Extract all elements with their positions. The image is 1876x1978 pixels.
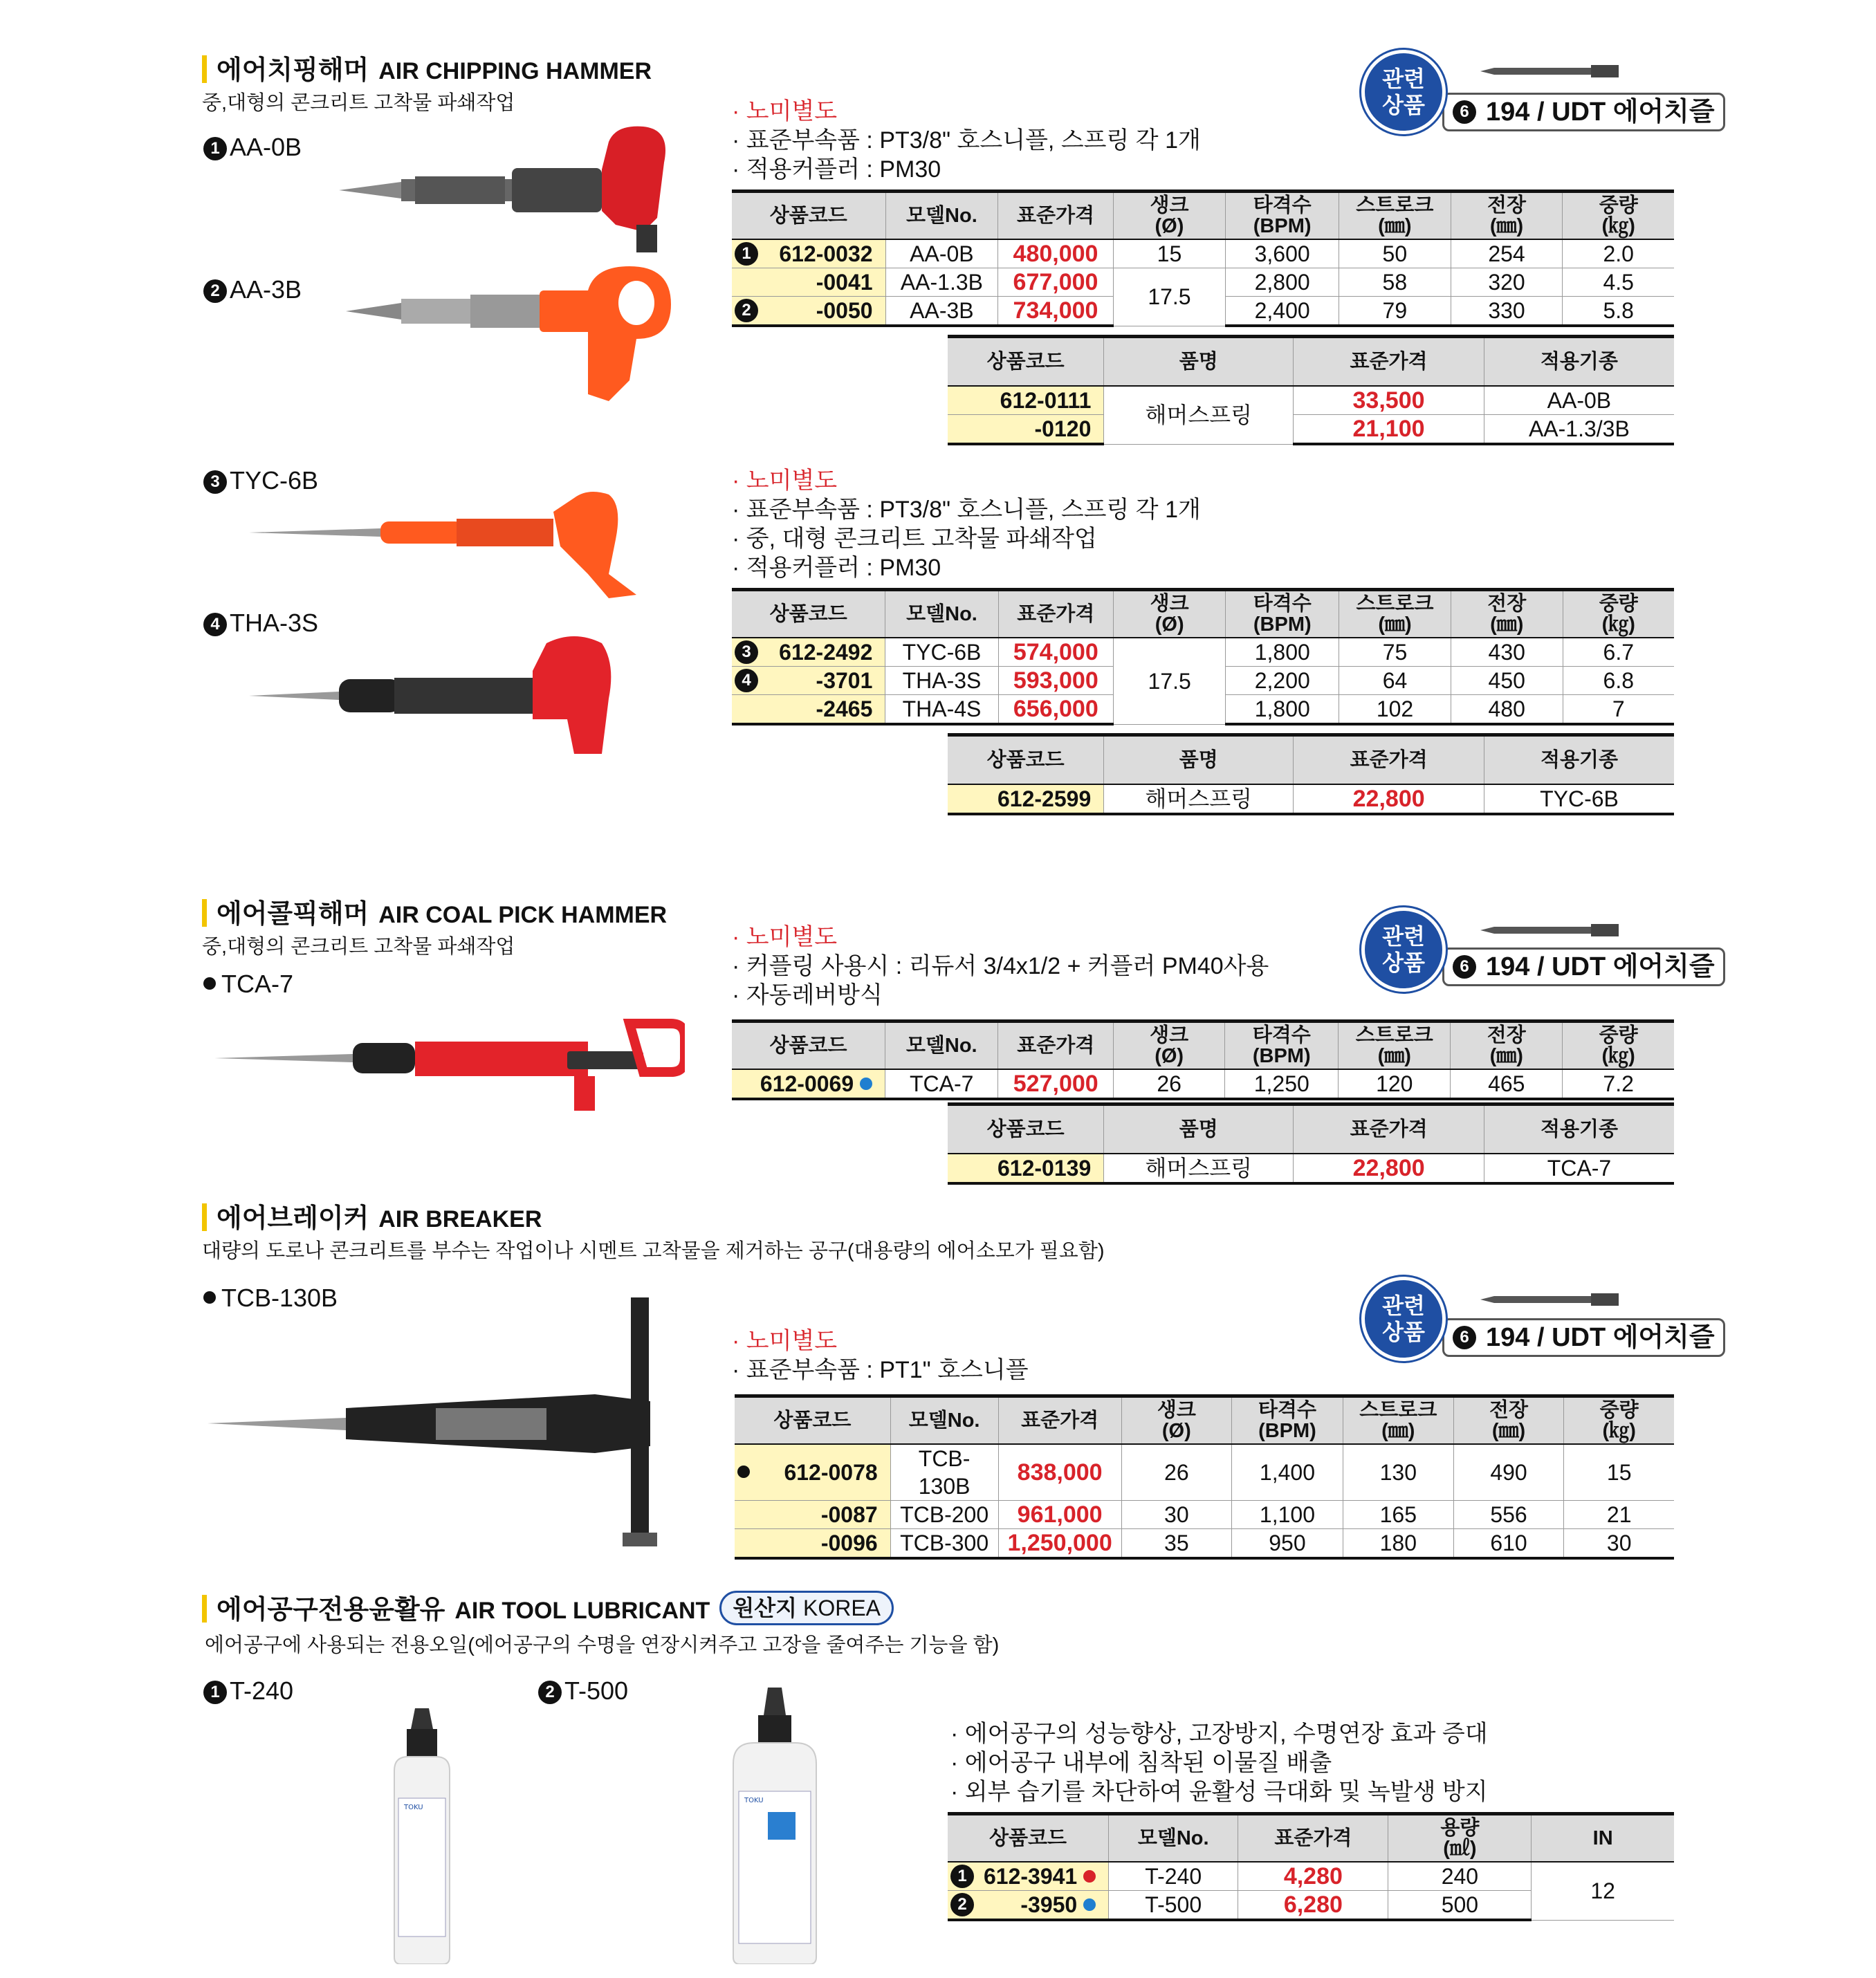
model-label-tcb130b: TCB-130B — [203, 1284, 338, 1313]
model-label-tyc6b: 3 TYC-6B — [203, 466, 318, 495]
chisel-icon — [1480, 920, 1619, 941]
breaker-spec-table: 상품코드 모델No. 표준가격 생크 (Ø) 타격수 (BPM) 스트로크 (㎜) 전장 (㎜) 중량 (㎏) 612-0078 TCB-130B 838,000 26 1,400 130 490 15 -0087 TCB-200 961,000 30 1,100 165 556 21 -0096 TCB-300 1,250,000 35 950 180 610 30 — [735, 1394, 1674, 1560]
chipping-notes-1: · 노미별도 · 표준부속품 : PT3/8" 호스니플, 스프링 각 1개 · 적용커플러 : PM30 — [732, 98, 1201, 183]
table-row: -0087 TCB-200 961,000 30 1,100 165 556 21 — [735, 1501, 1674, 1529]
table-row: -0096 TCB-300 1,250,000 35 950 180 610 30 — [735, 1529, 1674, 1559]
chipping-notes-2: · 노미별도 · 표준부속품 : PT3/8" 호스니플, 스프링 각 1개 · 중, 대형 콘크리트 고착물 파쇄작업 · 적용커플러 : PM30 — [732, 468, 1201, 581]
model-label-tha3s: 4 THA-3S — [203, 609, 318, 638]
coal-spring-table: 상품코드 품명 표준가격 적용기종 612-0139 해머스프링 22,800 TCA-7 — [948, 1102, 1674, 1185]
number-badge: 3 — [203, 470, 227, 494]
svg-text:TOKU: TOKU — [404, 1804, 423, 1811]
section-title-lube: 에어공구전용윤활유 AIR TOOL LUBRICANT 원산지 KOREA — [202, 1588, 894, 1626]
tca7-tool-image — [214, 1010, 685, 1127]
section-title-coal: 에어콜픽해머 AIR COAL PICK HAMMER — [202, 892, 667, 930]
lube-notes: · 에어공구의 성능향상, 고장방지, 수명연장 효과 증대 · 에어공구 내부에 침착된 이물질 배출 · 외부 습기를 차단하여 윤활성 극대화 및 녹발생 방지 — [950, 1721, 1488, 1805]
model-label-aa0b: 1 AA-0B — [203, 133, 302, 162]
section-desc: 중,대형의 콘크리트 고착물 파쇄작업 — [202, 92, 515, 114]
table-row: 612-2599 해머스프링 22,800 TYC-6B — [948, 784, 1674, 814]
title-ko: 에어치핑해머 — [217, 56, 369, 85]
lube-spec-table: 상품코드 모델No. 표준가격 용량 (㎖) IN 1 612-3941 T-240 4,280 240 12 2 -3950 T-500 6,280 500 — [948, 1812, 1674, 1921]
coal-spec-table: 상품코드 모델No. 표준가격 생크 (Ø) 타격수 (BPM) 스트로크 (㎜) 전장 (㎜) 중량 (㎏) 612-0069 TCA-7 527,000 26 1,250 120 465 7.2 — [732, 1019, 1674, 1100]
chisel-icon — [1480, 61, 1619, 82]
breaker-notes: · 노미별도 · 표준부속품 : PT1" 호스니플 — [732, 1328, 1029, 1383]
chipping-spec-table-1: 상품코드 모델No. 표준가격 생크 (Ø) 타격수 (BPM) 스트로크 (㎜) 전장 (㎜) 중량 (㎏) 1 612-0032 AA-0B 480,000 15 3,600 50 254 2.0 -0041 AA-1.3B 677,000 17.5 2,800 58 320 4.5 2 -0050 AA-3B 734,000 2,400 79 330 5.8 — [732, 190, 1674, 327]
table-row: 1 612-3941 T-240 4,280 240 12 — [948, 1862, 1674, 1891]
color-dot — [1083, 1870, 1096, 1883]
tyc6b-tool-image — [249, 484, 678, 602]
title-accent-bar — [202, 55, 207, 83]
section-desc: 중,대형의 콘크리트 고착물 파쇄작업 — [202, 936, 515, 958]
model-label-tca7: TCA-7 — [203, 970, 293, 999]
related-badge: 관련 상품 — [1361, 50, 1446, 134]
origin-badge: 원산지 KOREA — [719, 1591, 894, 1625]
model-label-t500: 2 T-500 — [538, 1676, 628, 1706]
section-title-breaker: 에어브레이커 AIR BREAKER — [202, 1196, 542, 1235]
table-row: 612-0139 해머스프링 22,800 TCA-7 — [948, 1154, 1674, 1183]
svg-text:TOKU: TOKU — [744, 1797, 764, 1804]
model-label-aa3b: 2 AA-3B — [203, 275, 302, 304]
aa0b-tool-image — [339, 121, 685, 266]
section-desc: 에어공구에 사용되는 전용오일(에어공구의 수명을 연장시켜주고 고장을 줄여주는 기능을 함) — [205, 1634, 1000, 1656]
related-product-box[interactable]: 6 194 / UDT 에어치즐 — [1442, 1318, 1725, 1357]
table-row: 4 -3701 THA-3S 593,000 2,200 64 450 6.8 — [732, 667, 1674, 695]
color-dot — [1083, 1898, 1096, 1911]
table-row: 612-0078 TCB-130B 838,000 26 1,400 130 490 15 — [735, 1444, 1674, 1501]
table-row: 2 -0050 AA-3B 734,000 2,400 79 330 5.8 — [732, 297, 1674, 326]
table-row: -0041 AA-1.3B 677,000 17.5 2,800 58 320 4.5 — [732, 268, 1674, 297]
spring-table-1: 상품코드 품명 표준가격 적용기종 612-0111 해머스프링 33,500 AA-0B -0120 21,100 AA-1.3/3B — [948, 335, 1674, 445]
tha3s-tool-image — [249, 629, 678, 761]
title-en: AIR CHIPPING HAMMER — [378, 58, 652, 84]
number-badge: 4 — [203, 613, 227, 636]
related-badge: 관련 상품 — [1361, 907, 1446, 992]
coal-notes: · 노미별도 · 커플링 사용시 : 리듀서 3/4x1/2 + 커플러 PM40사용 · 자동레버방식 — [732, 924, 1269, 1008]
related-product-box[interactable]: 6 194 / UDT 에어치즐 — [1442, 93, 1725, 131]
section-title-chipping — [202, 48, 652, 86]
chipping-spec-table-2: 상품코드 모델No. 표준가격 생크 (Ø) 타격수 (BPM) 스트로크 (㎜) 전장 (㎜) 중량 (㎏) 3 612-2492 TYC-6B 574,000 17.5 1,800 75 430 6.7 4 -3701 THA-3S 593,000 2,200 64 450 6.8 -2465 THA-4S 656,000 1,800 102 480 7 — [732, 588, 1674, 725]
table-row: 612-0111 해머스프링 33,500 AA-0B — [948, 386, 1674, 415]
tcb130b-tool-image — [208, 1297, 692, 1560]
table-row: 612-0069 TCA-7 527,000 26 1,250 120 465 7.2 — [732, 1069, 1674, 1099]
model-label-t240: 1 T-240 — [203, 1676, 293, 1706]
number-badge: 1 — [203, 137, 227, 160]
table-row: -2465 THA-4S 656,000 1,800 102 480 7 — [732, 695, 1674, 725]
related-product-box[interactable]: 6 194 / UDT 에어치즐 — [1442, 948, 1725, 986]
table-row: 2 -3950 T-500 6,280 500 — [948, 1891, 1674, 1921]
section-desc: 대량의 도로나 콘크리트를 부수는 작업이나 시멘트 고착물을 제거하는 공구(대용량의 에어소모가 필요함) — [202, 1240, 1105, 1262]
table-row: 3 612-2492 TYC-6B 574,000 17.5 1,800 75 430 6.7 — [732, 638, 1674, 667]
color-dot — [860, 1078, 872, 1090]
number-badge: 2 — [203, 279, 227, 303]
t240-bottle-image — [380, 1708, 463, 1964]
table-row: -0120 21,100 AA-1.3/3B — [948, 415, 1674, 445]
table-row: 1 612-0032 AA-0B 480,000 15 3,600 50 254 2.0 — [732, 239, 1674, 268]
chisel-icon — [1480, 1289, 1619, 1310]
spring-table-2: 상품코드 품명 표준가격 적용기종 612-2599 해머스프링 22,800 TYC-6B — [948, 733, 1674, 815]
aa3b-tool-image — [346, 263, 692, 415]
related-badge: 관련 상품 — [1361, 1277, 1446, 1361]
t500-bottle-image — [726, 1688, 823, 1964]
